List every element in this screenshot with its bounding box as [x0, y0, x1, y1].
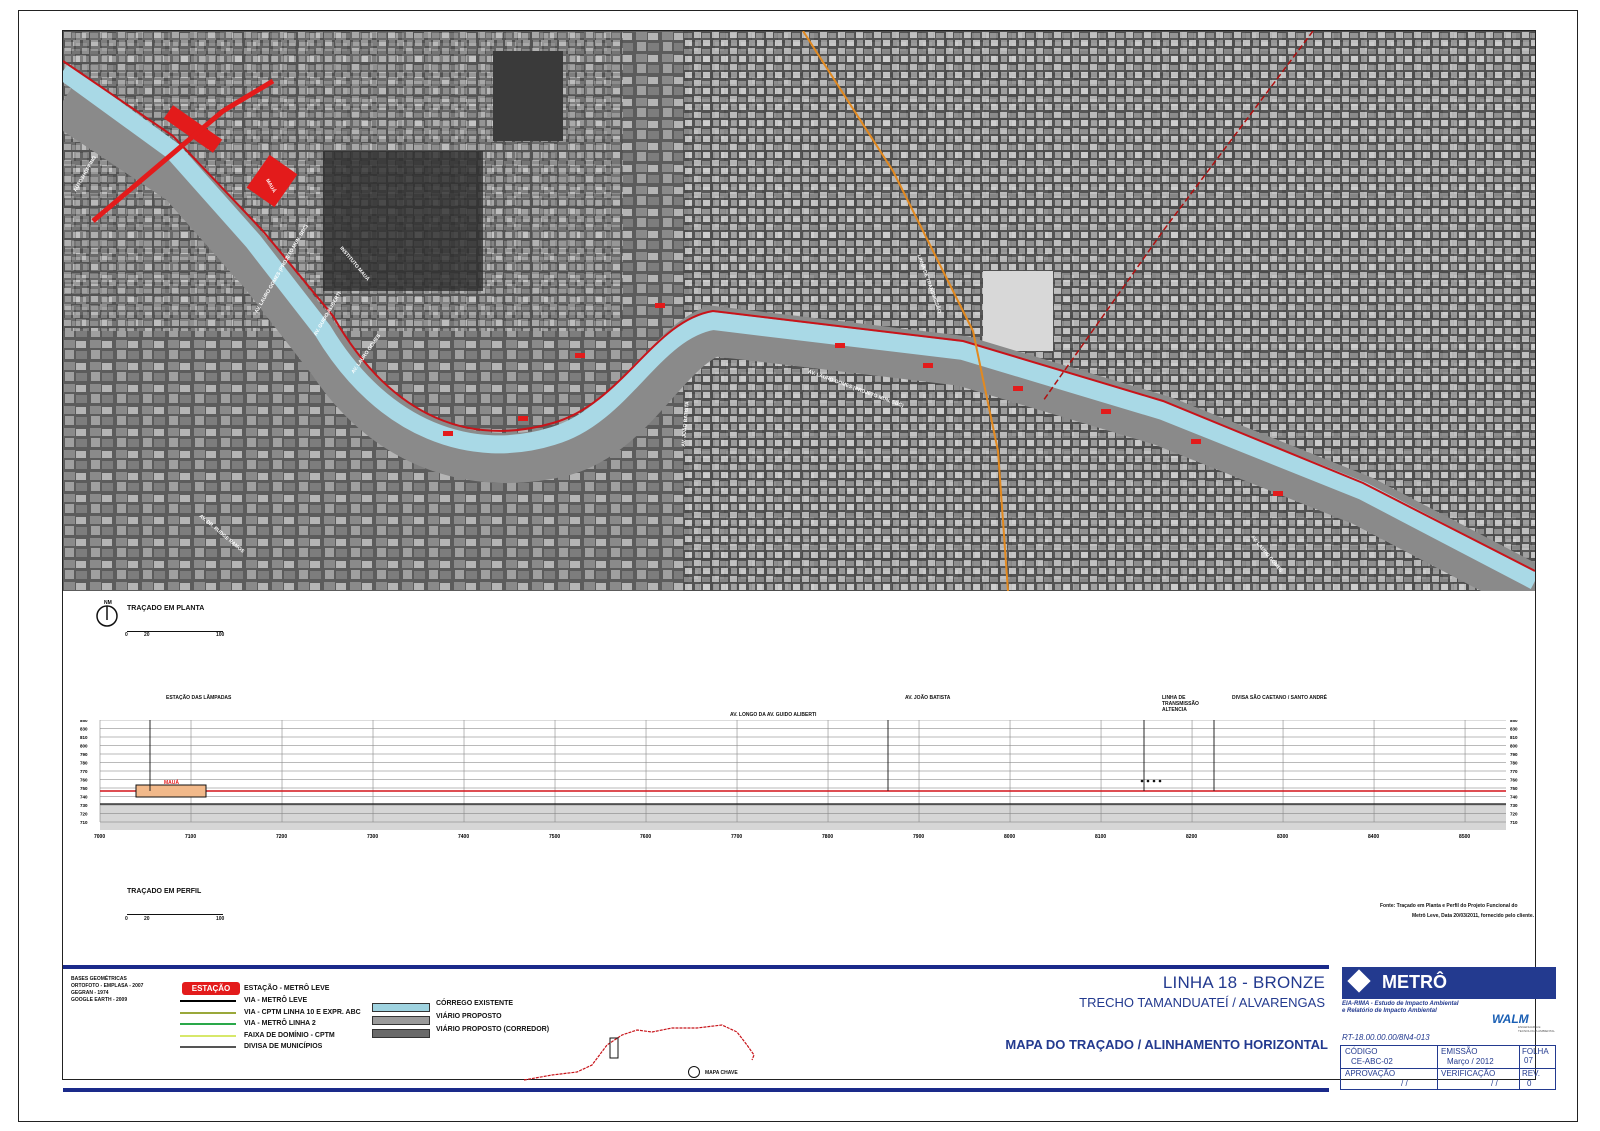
profile-elev-left: 710	[80, 820, 88, 825]
legend-swatch	[180, 1012, 236, 1014]
profile-x-tick: 7700	[731, 834, 743, 840]
bases-item: ORTOFOTO - EMPLASA - 2007	[71, 983, 144, 989]
profile-elev-left: 810	[80, 735, 88, 740]
bases-item: GEGRAN - 1974	[71, 990, 109, 996]
key-map	[522, 1010, 762, 1090]
source-note-2: Metrô Leve, Data 20/03/2011, fornecido pelo cliente.	[1412, 913, 1534, 919]
profile-marker-dot	[1147, 780, 1150, 783]
profile-elev-right: 740	[1510, 794, 1518, 800]
consultant-logo: WALM	[1492, 1012, 1529, 1026]
profile-ground-fill	[100, 805, 1506, 830]
profile-x-tick: 8500	[1459, 834, 1471, 840]
profile-elev-left: 800	[80, 743, 88, 749]
profile-x-tick: 7300	[367, 834, 379, 840]
profile-elev-right: 730	[1510, 803, 1518, 808]
study-text	[1342, 1001, 1459, 1015]
key-map-label: MAPA CHAVE	[705, 1070, 738, 1076]
aprovacao-label: APROVAÇÃO	[1345, 1069, 1396, 1078]
profile-callout: ESTAÇÃO DAS LÂMPADAS	[166, 695, 232, 701]
profile-elev-right: 810	[1510, 735, 1518, 740]
sheet-title: MAPA DO TRAÇADO / ALINHAMENTO HORIZONTAL	[1005, 1037, 1328, 1052]
legend-swatch	[180, 1035, 236, 1037]
stretch-name: TRECHO TAMANDUATEÍ / ALVARENGAS	[1079, 995, 1325, 1010]
north-arrow	[94, 598, 120, 633]
profile-x-tick: 7100	[185, 834, 197, 840]
profile-elev-left: 770	[80, 769, 88, 774]
profile-scale-0: 0	[125, 916, 128, 922]
aprovacao-value: / /	[1401, 1079, 1408, 1088]
plan-scale-0: 0	[125, 632, 128, 638]
profile-title: TRAÇADO EM PERFIL	[127, 888, 202, 895]
legend-label: FAIXA DE DOMÍNIO - CPTM	[244, 1031, 335, 1039]
bases-item: BASES GEOMÉTRICAS	[71, 976, 127, 982]
plan-scale-bar	[127, 627, 223, 632]
profile-marker-dot	[1141, 780, 1144, 783]
profile-elev-right: 710	[1510, 820, 1518, 825]
profile-svg	[78, 720, 1528, 850]
legend-label: VIÁRIO PROPOSTO	[436, 1013, 502, 1020]
street-label: INSTITUTO MAUÁ	[338, 245, 371, 283]
folha-label: FOLHA	[1522, 1047, 1549, 1056]
profile-callout: AV. LONGO DA AV. GUIDO ALIBERTI	[730, 712, 817, 718]
profile-scale-20: 20	[144, 916, 150, 922]
aerial-map-svg	[63, 31, 1535, 591]
profile-elev-right: 790	[1510, 752, 1518, 757]
profile-elev-left: 760	[80, 777, 88, 783]
profile-elev-left: 850	[80, 720, 88, 723]
profile-x-tick: 7600	[640, 834, 652, 840]
profile-elev-right: 850	[1510, 720, 1518, 723]
profile-station-box	[136, 785, 206, 797]
profile-callout: LINHA DE TRANSMISSÃO ALTENCIA	[1162, 695, 1199, 713]
title-block-rule-top	[63, 965, 1329, 969]
profile-elev-right: 760	[1510, 777, 1518, 783]
consultant-sub: ENGENHARIA E TECNOLOGIA AMBIENTAL	[1518, 1025, 1555, 1033]
profile-elev-right: 750	[1510, 786, 1518, 791]
bases-item: GOOGLE EARTH - 2009	[71, 997, 128, 1003]
legend-swatch	[372, 1003, 430, 1012]
profile-elev-left: 720	[80, 811, 88, 817]
verificacao-value: / /	[1491, 1079, 1498, 1088]
north-arrow-icon	[94, 598, 120, 628]
legend-label: VIA - METRÔ LEVE	[244, 997, 308, 1004]
legend-swatch	[372, 1029, 430, 1038]
metro-logo-icon	[1347, 969, 1370, 992]
profile-x-tick: 7500	[549, 834, 561, 840]
bases-list	[71, 976, 143, 1004]
profile-elev-left: 830	[80, 726, 88, 732]
emissao-label: EMISSÃO	[1441, 1047, 1478, 1056]
street-label: AV. JOÃO BATISTA	[680, 401, 691, 447]
profile-scale-bar	[127, 910, 223, 915]
verificacao-label: VERIFICAÇÃO	[1441, 1069, 1496, 1078]
legend-swatch	[372, 1016, 430, 1025]
legend-swatch	[180, 1046, 236, 1048]
profile-chart	[78, 720, 1528, 850]
study-line-1: EIA-RIMA - Estudo de Impacto Ambiental	[1342, 1001, 1459, 1007]
profile-callout: AV. JOÃO BATISTA	[905, 695, 951, 701]
rev-value: 0	[1527, 1079, 1532, 1088]
source-note-1: Fonte: Traçado em Planta e Perfil do Projeto Funcional do	[1380, 903, 1518, 909]
legend-label: CÓRREGO EXISTENTE	[436, 1000, 514, 1007]
revision-table	[1340, 1045, 1556, 1090]
profile-elev-right: 780	[1510, 760, 1518, 766]
profile-elev-left: 780	[80, 760, 88, 766]
profile-x-tick: 7000	[94, 834, 106, 840]
north-label: NM	[104, 600, 112, 606]
station-label: MAUÁ	[264, 178, 277, 194]
legend-label: VIÁRIO PROPOSTO (CORREDOR)	[436, 1026, 550, 1033]
plan-title: TRAÇADO EM PLANTA	[127, 605, 205, 612]
emissao-value: Março / 2012	[1447, 1057, 1494, 1066]
profile-scale-100: 100	[216, 916, 225, 922]
aerial-map	[63, 31, 1535, 591]
street-label: AV. GUIDO ALIBERTI	[312, 291, 343, 337]
street-label: AUTOSHOPPING	[72, 154, 98, 194]
profile-elev-right: 800	[1510, 743, 1518, 749]
profile-elev-left: 750	[80, 786, 88, 791]
profile-elev-left: 740	[80, 794, 88, 800]
street-label: AV. DR. RUDGE RAMOS	[197, 513, 246, 555]
doc-code: RT-18.00.00.00/8N4-013	[1342, 1033, 1430, 1042]
profile-x-tick: 8000	[1004, 834, 1016, 840]
profile-elev-left: 790	[80, 752, 88, 757]
profile-marker-dot	[1159, 780, 1162, 783]
profile-callout: DIVISA SÃO CAETANO / SANTO ANDRÉ	[1232, 695, 1328, 701]
street-label: AV. LAURO GOMES	[350, 333, 383, 375]
rev-label: REV.	[1522, 1069, 1540, 1078]
legend-label: DIVISA DE MUNICÍPIOS	[244, 1043, 323, 1050]
profile-x-tick: 8400	[1368, 834, 1380, 840]
profile-elev-right: 770	[1510, 769, 1518, 774]
street-label: AV. LAURO GOMES (PROJETO MUN. SBC)	[253, 223, 310, 315]
profile-x-tick: 8300	[1277, 834, 1289, 840]
codigo-label: CÓDIGO	[1345, 1047, 1378, 1056]
metro-logo-box	[1342, 967, 1556, 999]
profile-x-tick: 7200	[276, 834, 288, 840]
metro-brand: METRÔ	[1382, 972, 1447, 992]
profile-elev-right: 720	[1510, 811, 1518, 817]
profile-x-tick: 7400	[458, 834, 470, 840]
folha-value: 07	[1524, 1056, 1533, 1065]
profile-marker-dot	[1153, 780, 1156, 783]
profile-elev-right: 830	[1510, 726, 1518, 732]
street-label: LINHA DE TRANSMISSÃO	[915, 253, 943, 315]
key-map-north-icon	[688, 1066, 700, 1078]
profile-elev-left: 730	[80, 803, 88, 808]
profile-x-tick: 7900	[913, 834, 925, 840]
legend-label: VIA - METRÔ LINHA 2	[244, 1020, 316, 1027]
profile-x-tick: 8200	[1186, 834, 1198, 840]
profile-x-tick: 7800	[822, 834, 834, 840]
street-label: AV. LAURO GOMES	[1249, 534, 1284, 574]
plan-scale-20: 20	[144, 632, 150, 638]
profile-x-tick: 8100	[1095, 834, 1107, 840]
line-name: LINHA 18 - BRONZE	[1162, 973, 1325, 992]
legend-swatch	[180, 1023, 236, 1025]
street-label: AV. LAURO GOMES (PROJETO MUN. SBC)	[807, 368, 905, 410]
plan-scale-100: 100	[216, 632, 225, 638]
legend-swatch	[180, 1000, 236, 1002]
profile-station-label: MAUÁ	[164, 780, 179, 786]
study-line-2: e Relatório de Impacto Ambiental	[1342, 1008, 1437, 1014]
legend-row-station: ESTAÇÃO - METRÔ LEVE	[244, 985, 330, 992]
estacao-badge: ESTAÇÃO	[182, 982, 240, 995]
legend-label: VIA - CPTM LINHA 10 E EXPR. ABC	[244, 1008, 361, 1016]
codigo-value: CE-ABC-02	[1351, 1057, 1393, 1066]
